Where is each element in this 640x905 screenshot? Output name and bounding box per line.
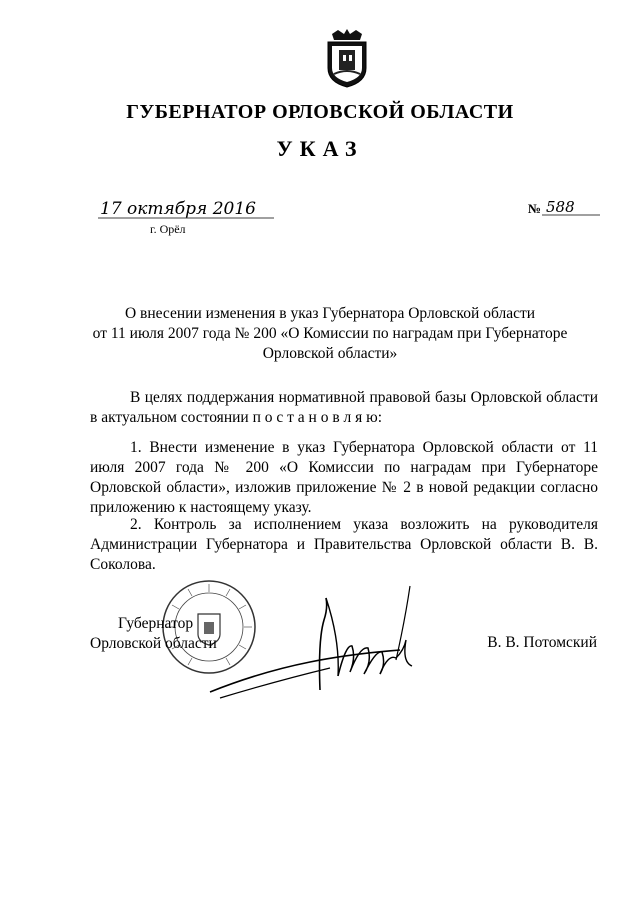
document-number	[528, 198, 608, 220]
handwritten-signature	[200, 580, 430, 710]
handwritten-date	[96, 196, 276, 226]
preamble-paragraph: В целях поддержания нормативной правовой базы Орловской области в актуальном состоянии п о с т а н о в л я ю:	[90, 389, 598, 426]
svg-text:588: 588	[546, 198, 575, 216]
item-2-paragraph: 2. Контроль за исполнением указа возложить на руководителя Администрации Губернатора и Правительства Орловской области В. В. Соколова.	[90, 516, 598, 573]
decree-title	[60, 304, 600, 364]
signatory-title	[90, 614, 217, 654]
title-line: от 11 июля 2007 года № 200 «О Комиссии по наградам при Губернаторе	[92, 325, 568, 342]
title-line: О внесении изменения в указ Губернатора Орловской области	[124, 305, 536, 322]
signatory-title-line: Губернатор	[118, 615, 194, 632]
item-1-paragraph: 1. Внести изменение в указ Губернатора Орловской области от 11 июля 2007 года № 200 «О Комиссии по наградам при Губернаторе Орловской области», изложив приложение № 2 в новой редакции согласно приложению к настоящему указу.	[90, 439, 598, 516]
issuing-authority: ГУБЕРНАТОР ОРЛОВСКОЙ ОБЛАСТИ	[126, 101, 514, 123]
city-label: г. Орёл	[150, 222, 186, 236]
title-line: Орловской области»	[262, 345, 398, 362]
svg-text:№: №	[528, 201, 542, 216]
svg-text:17 октября 2016: 17 октября 2016	[100, 199, 256, 219]
coat-of-arms-emblem	[322, 28, 372, 88]
signatory-title-line: Орловской области	[90, 635, 217, 652]
signatory-name: В. В. Потомский	[487, 634, 597, 651]
document-type: УКАЗ	[276, 136, 364, 161]
